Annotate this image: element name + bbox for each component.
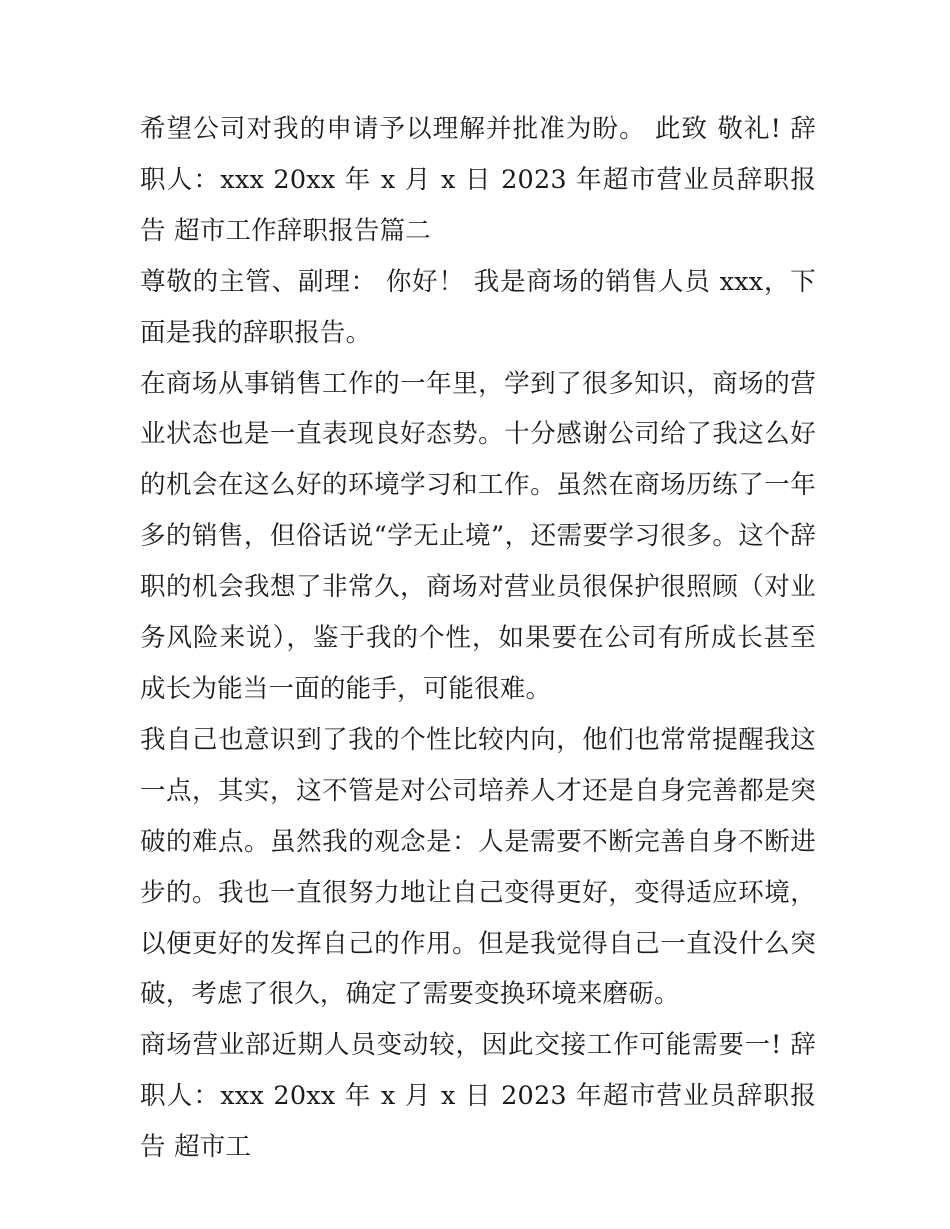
paragraph-closing-and-heading: 希望公司对我的申请予以理解并批准为盼。 此致 敬礼! 辞职人：xxx 20xx 年 x 月 x 日 2023 年超市营业员辞职报告 超市工作辞职报告篇二 xyxy=(140,114,816,246)
document-body xyxy=(140,104,816,1173)
paragraph-salutation: 尊敬的主管、副理： 你好！ 我是商场的销售人员 xxx，下面是我的辞职报告。 xyxy=(140,266,816,348)
paragraph-work-experience: 在商场从事销售工作的一年里，学到了很多知识，商场的营业状态也是一直表现良好态势。十分感谢公司给了我这么好的机会在这么好的环境学习和工作。虽然在商场历练了一年多的销售，但俗话说“学无止境”，还需要学习很多。这个辞职的机会我想了非常久，商场对营业员很保护很照顾（对业务风险来说），鉴于我的个性，如果要在公司有所成长甚至成长为能当一面的能手，可能很难。 xyxy=(140,368,816,704)
paragraph-personal-reflection: 我自己也意识到了我的个性比较内向，他们也常常提醒我这一点，其实，这不管是对公司培养人才还是自身完善都是突破的难点。虽然我的观念是：人是需要不断完善自身不断进步的。我也一直很努力地让自己变得更好，变得适应环境，以便更好的发挥自己的作用。但是我觉得自己一直没什么突破，考虑了很久，确定了需要变换环境来磨砺。 xyxy=(140,724,816,1010)
paragraph-handover: 商场营业部近期人员变动较，因此交接工作可能需要一! 辞职人：xxx 20xx 年 x 月 x 日 2023 年超市营业员辞职报告 超市工 xyxy=(140,1030,816,1163)
